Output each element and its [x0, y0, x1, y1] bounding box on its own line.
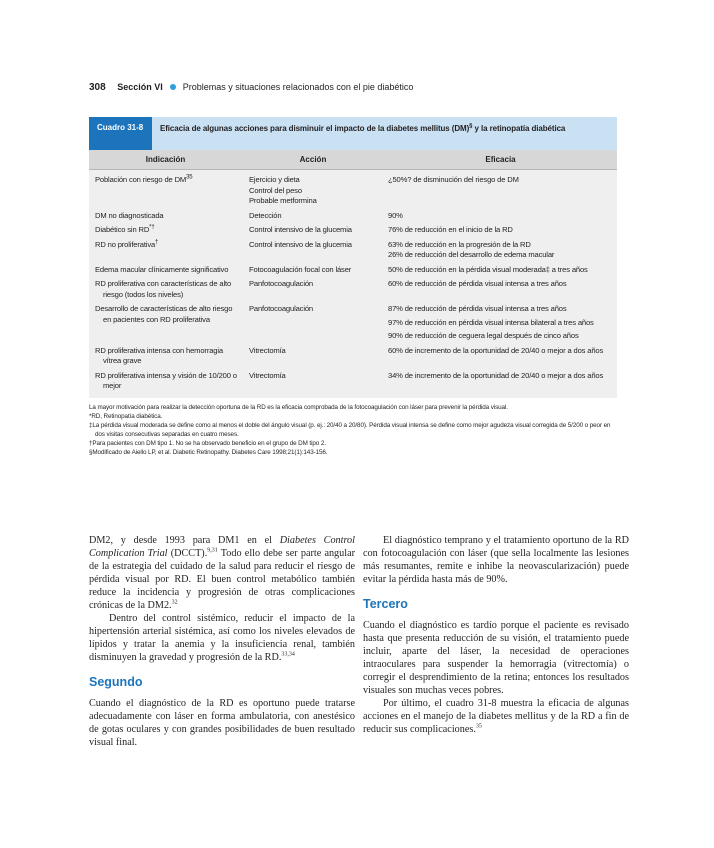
text-run: Todo ello debe ser parte angular de la estrategia del cuidado de la salud para reducir el riesgo de pérdida visual por RD. El buen control metabólico también reduce la incidencia y progresión de otras complicaciones crónicas de la DM2. — [89, 548, 355, 611]
efficacy-text: 34% de incremento de la oportunidad de 20/40 o mejor a dos años — [388, 370, 604, 380]
table-title-end: y la retinopatía diabética — [472, 124, 566, 133]
efficacy-text: 90% — [388, 210, 403, 220]
action-text: Probable metformina — [249, 196, 317, 205]
cell-text — [95, 346, 242, 367]
citation: 35 — [475, 723, 482, 730]
cell-eficacia — [384, 346, 617, 367]
indication-text: Diabético sin RD — [95, 225, 150, 234]
table-body — [89, 150, 617, 398]
cell-text — [95, 175, 242, 186]
cell-accion — [242, 346, 384, 367]
indication-text: Población con riesgo de DM — [95, 175, 187, 184]
efficacy-text: 60% de reducción de pérdida visual intensa a tres años — [388, 279, 567, 288]
cell-eficacia — [384, 304, 617, 342]
indication-text: RD no proliferativa — [95, 239, 156, 249]
table-title — [152, 117, 617, 150]
section-label: Sección VI — [117, 82, 163, 92]
action-text: Control del peso — [249, 185, 302, 195]
efficacy-text: 97% de reducción en pérdida visual intensa bilateral a tres años — [388, 317, 594, 327]
cell-eficacia — [384, 371, 617, 392]
paragraph — [89, 534, 355, 612]
cell-text — [95, 371, 242, 392]
table-row — [89, 175, 617, 211]
cell-accion — [242, 175, 384, 207]
text-run: Por último, el cuadro 31-8 muestra la eficacia de algunas acciones en el manejo de la diabetes mellitus y de la RD a fin de reducir sus complicaciones. — [363, 698, 629, 735]
column-header-eficacia: Eficacia — [485, 155, 516, 164]
action-text: Control intensivo de la glucemia — [249, 225, 352, 234]
paragraph: El diagnóstico temprano y el tratamiento oportuno de la RD con fotocoagulación con láser (que sella localmente las lesiones más resumantes, remite e inhibe la neovascularización) puede evitar la pérdida hasta más de 90%. — [363, 535, 629, 585]
indication-text: RD proliferativa intensa y visión de 10/200 o mejor — [95, 370, 237, 390]
action-text: Panfotocoagulación — [249, 304, 314, 313]
action-text: Fotocoagulación focal con láser — [249, 264, 352, 274]
cell-accion — [242, 304, 384, 342]
citation: 33,34 — [281, 651, 295, 658]
footnote-mark: 35 — [186, 174, 193, 181]
table-rows — [89, 170, 617, 396]
paragraph — [363, 697, 629, 736]
indication-text: RD proliferativa con características de alto riesgo (todos los niveles) — [95, 279, 232, 299]
table-label: Cuadro 31-8 — [89, 117, 152, 150]
section-heading-tercero: Tercero — [363, 597, 408, 611]
cell-eficacia — [384, 175, 617, 207]
cell-accion — [242, 265, 384, 276]
bullet-dot-icon — [170, 84, 176, 90]
citation: 32 — [171, 599, 178, 606]
indication-text: DM no diagnosticada — [95, 210, 164, 220]
cell-accion — [242, 240, 384, 261]
section-subtitle: Problemas y situaciones relacionados con el pie diabético — [182, 82, 414, 92]
cell-indicacion — [89, 304, 242, 342]
footnote: *RD, Retinopatía diabética. — [89, 412, 163, 420]
efficacy-text: 50% de reducción en la pérdida visual moderada‡ a tres años — [388, 264, 588, 274]
footnote: La mayor motivación para realizar la detección oportuna de la RD es la eficacia comprobada de la fotocoagulación con láser para prevenir la pérdida visual. — [89, 403, 508, 411]
cell-text — [95, 304, 242, 325]
cell-text — [95, 279, 242, 300]
efficacy-text: 76% de reducción en el inicio de la RD — [388, 225, 513, 234]
text-run: DM2, y desde 1993 para DM1 en el — [89, 535, 280, 546]
cell-indicacion — [89, 175, 242, 207]
cell-eficacia — [384, 279, 617, 300]
indication-text: Edema macular clínicamente significativo — [95, 264, 229, 274]
left-column — [89, 534, 355, 749]
efficacy-text: ¿50%? de disminución del riesgo de DM — [388, 175, 519, 184]
table-row — [89, 211, 617, 226]
cell-indicacion — [89, 211, 242, 222]
section-heading-segundo: Segundo — [89, 675, 143, 689]
action-text: Control intensivo de la glucemia — [249, 239, 352, 249]
column-header-indicacion: Indicación — [145, 155, 186, 164]
column-header-accion: Acción — [299, 155, 327, 164]
paragraph: Cuando el diagnóstico de la RD es oportuno puede tratarse adecuadamente con láser en forma ambulatoria, con anestésico de gotas oculares y con grandes posibilidades de buen resultado visual final. — [89, 698, 355, 748]
efficacy-text: 87% de reducción de pérdida visual intensa a tres años — [388, 304, 567, 313]
footnote-mark: *† — [149, 224, 155, 231]
table-row — [89, 346, 617, 371]
efficacy-text: 26% de reducción del desarrollo de edema macular — [388, 250, 555, 259]
action-text: Ejercicio y dieta — [249, 175, 300, 184]
table-row — [89, 225, 617, 240]
footnote: §Modificado de Aiello LP, et al. Diabetic Retinopathy. Diabetes Care 1998;21(1):143-156. — [89, 448, 328, 456]
table-box — [89, 117, 617, 457]
table-title-band — [89, 117, 617, 150]
cell-eficacia — [384, 240, 617, 261]
cell-accion — [242, 371, 384, 392]
right-column — [363, 534, 629, 736]
action-text: Panfotocoagulación — [249, 279, 314, 288]
footnote-mark: † — [155, 238, 159, 245]
table-footnotes — [89, 403, 617, 457]
citation: 9,31 — [207, 547, 218, 554]
cell-eficacia — [384, 265, 617, 276]
footnote: †Para pacientes con DM tipo 1. No se ha observado beneficio en el grupo de DM tipo 2. — [89, 439, 326, 447]
cell-text — [95, 211, 242, 222]
indication-text: Desarrollo de características de alto riesgo en pacientes con RD proliferativa — [95, 304, 233, 324]
cell-indicacion — [89, 265, 242, 276]
cell-accion — [242, 279, 384, 300]
text-run: (DCCT). — [167, 548, 208, 559]
cell-indicacion — [89, 240, 242, 261]
cell-text — [95, 225, 242, 236]
cell-text — [95, 240, 242, 251]
table-row — [89, 240, 617, 265]
page-number: 308 — [89, 82, 106, 93]
cell-indicacion — [89, 225, 242, 236]
cell-accion — [242, 225, 384, 236]
table-title-text: Eficacia de algunas acciones para disminuir el impacto de la diabetes mellitus (DM) — [160, 124, 470, 133]
paragraph — [89, 612, 355, 664]
text-run: Dentro del control sistémico, reducir el impacto de la hipertensión arterial sistémica, así como los niveles elevados de lípidos y tratar la anemia y la insuficiencia renal, también disminuyen la gravedad y progresión de la RD. — [89, 613, 355, 663]
table-row — [89, 265, 617, 280]
cell-eficacia — [384, 211, 617, 222]
italic-text: Diabetes Control Complication Trial — [89, 535, 355, 559]
table-header-row — [89, 150, 617, 170]
efficacy-text: 63% de reducción en la progresión de la RD — [388, 239, 531, 249]
action-text: Vitrectomía — [249, 345, 286, 355]
cell-indicacion — [89, 346, 242, 367]
running-header — [89, 82, 413, 93]
cell-accion — [242, 211, 384, 222]
cell-indicacion — [89, 371, 242, 392]
footnote: ‡La pérdida visual moderada se define como al menos el doble del ángulo visual (p. ej.: 20/40 a 20/80). Pérdida visual intensa se define como mejor agudeza visual corregida de 5/200 o peor en dos visitas consecutivas separadas en cuatro meses. — [89, 421, 611, 438]
action-text: Vitrectomía — [249, 370, 286, 380]
efficacy-text: 60% de incremento de la oportunidad de 20/40 o mejor a dos años — [388, 345, 604, 355]
indication-text: RD proliferativa intensa con hemorragia vítrea grave — [95, 345, 223, 365]
cell-indicacion — [89, 279, 242, 300]
table-title-sup: § — [469, 123, 473, 130]
table-row — [89, 304, 617, 346]
cell-text — [95, 265, 242, 276]
efficacy-text: 90% de reducción de ceguera legal después de cinco años — [388, 331, 579, 340]
cell-eficacia — [384, 225, 617, 236]
table-row — [89, 279, 617, 304]
paragraph: Cuando el diagnóstico es tardío porque el paciente es revisado hasta que presenta reducción de su visión, el tratamiento puede incluir, aparte del láser, la necesidad de operaciones intraoculares para suspender la hemorragia (vitrectomía) o corregir el desprendimiento de la retina; entonces los resultados visuales son muchas veces pobres. — [363, 620, 629, 696]
table-row — [89, 371, 617, 396]
action-text: Detección — [249, 210, 282, 220]
